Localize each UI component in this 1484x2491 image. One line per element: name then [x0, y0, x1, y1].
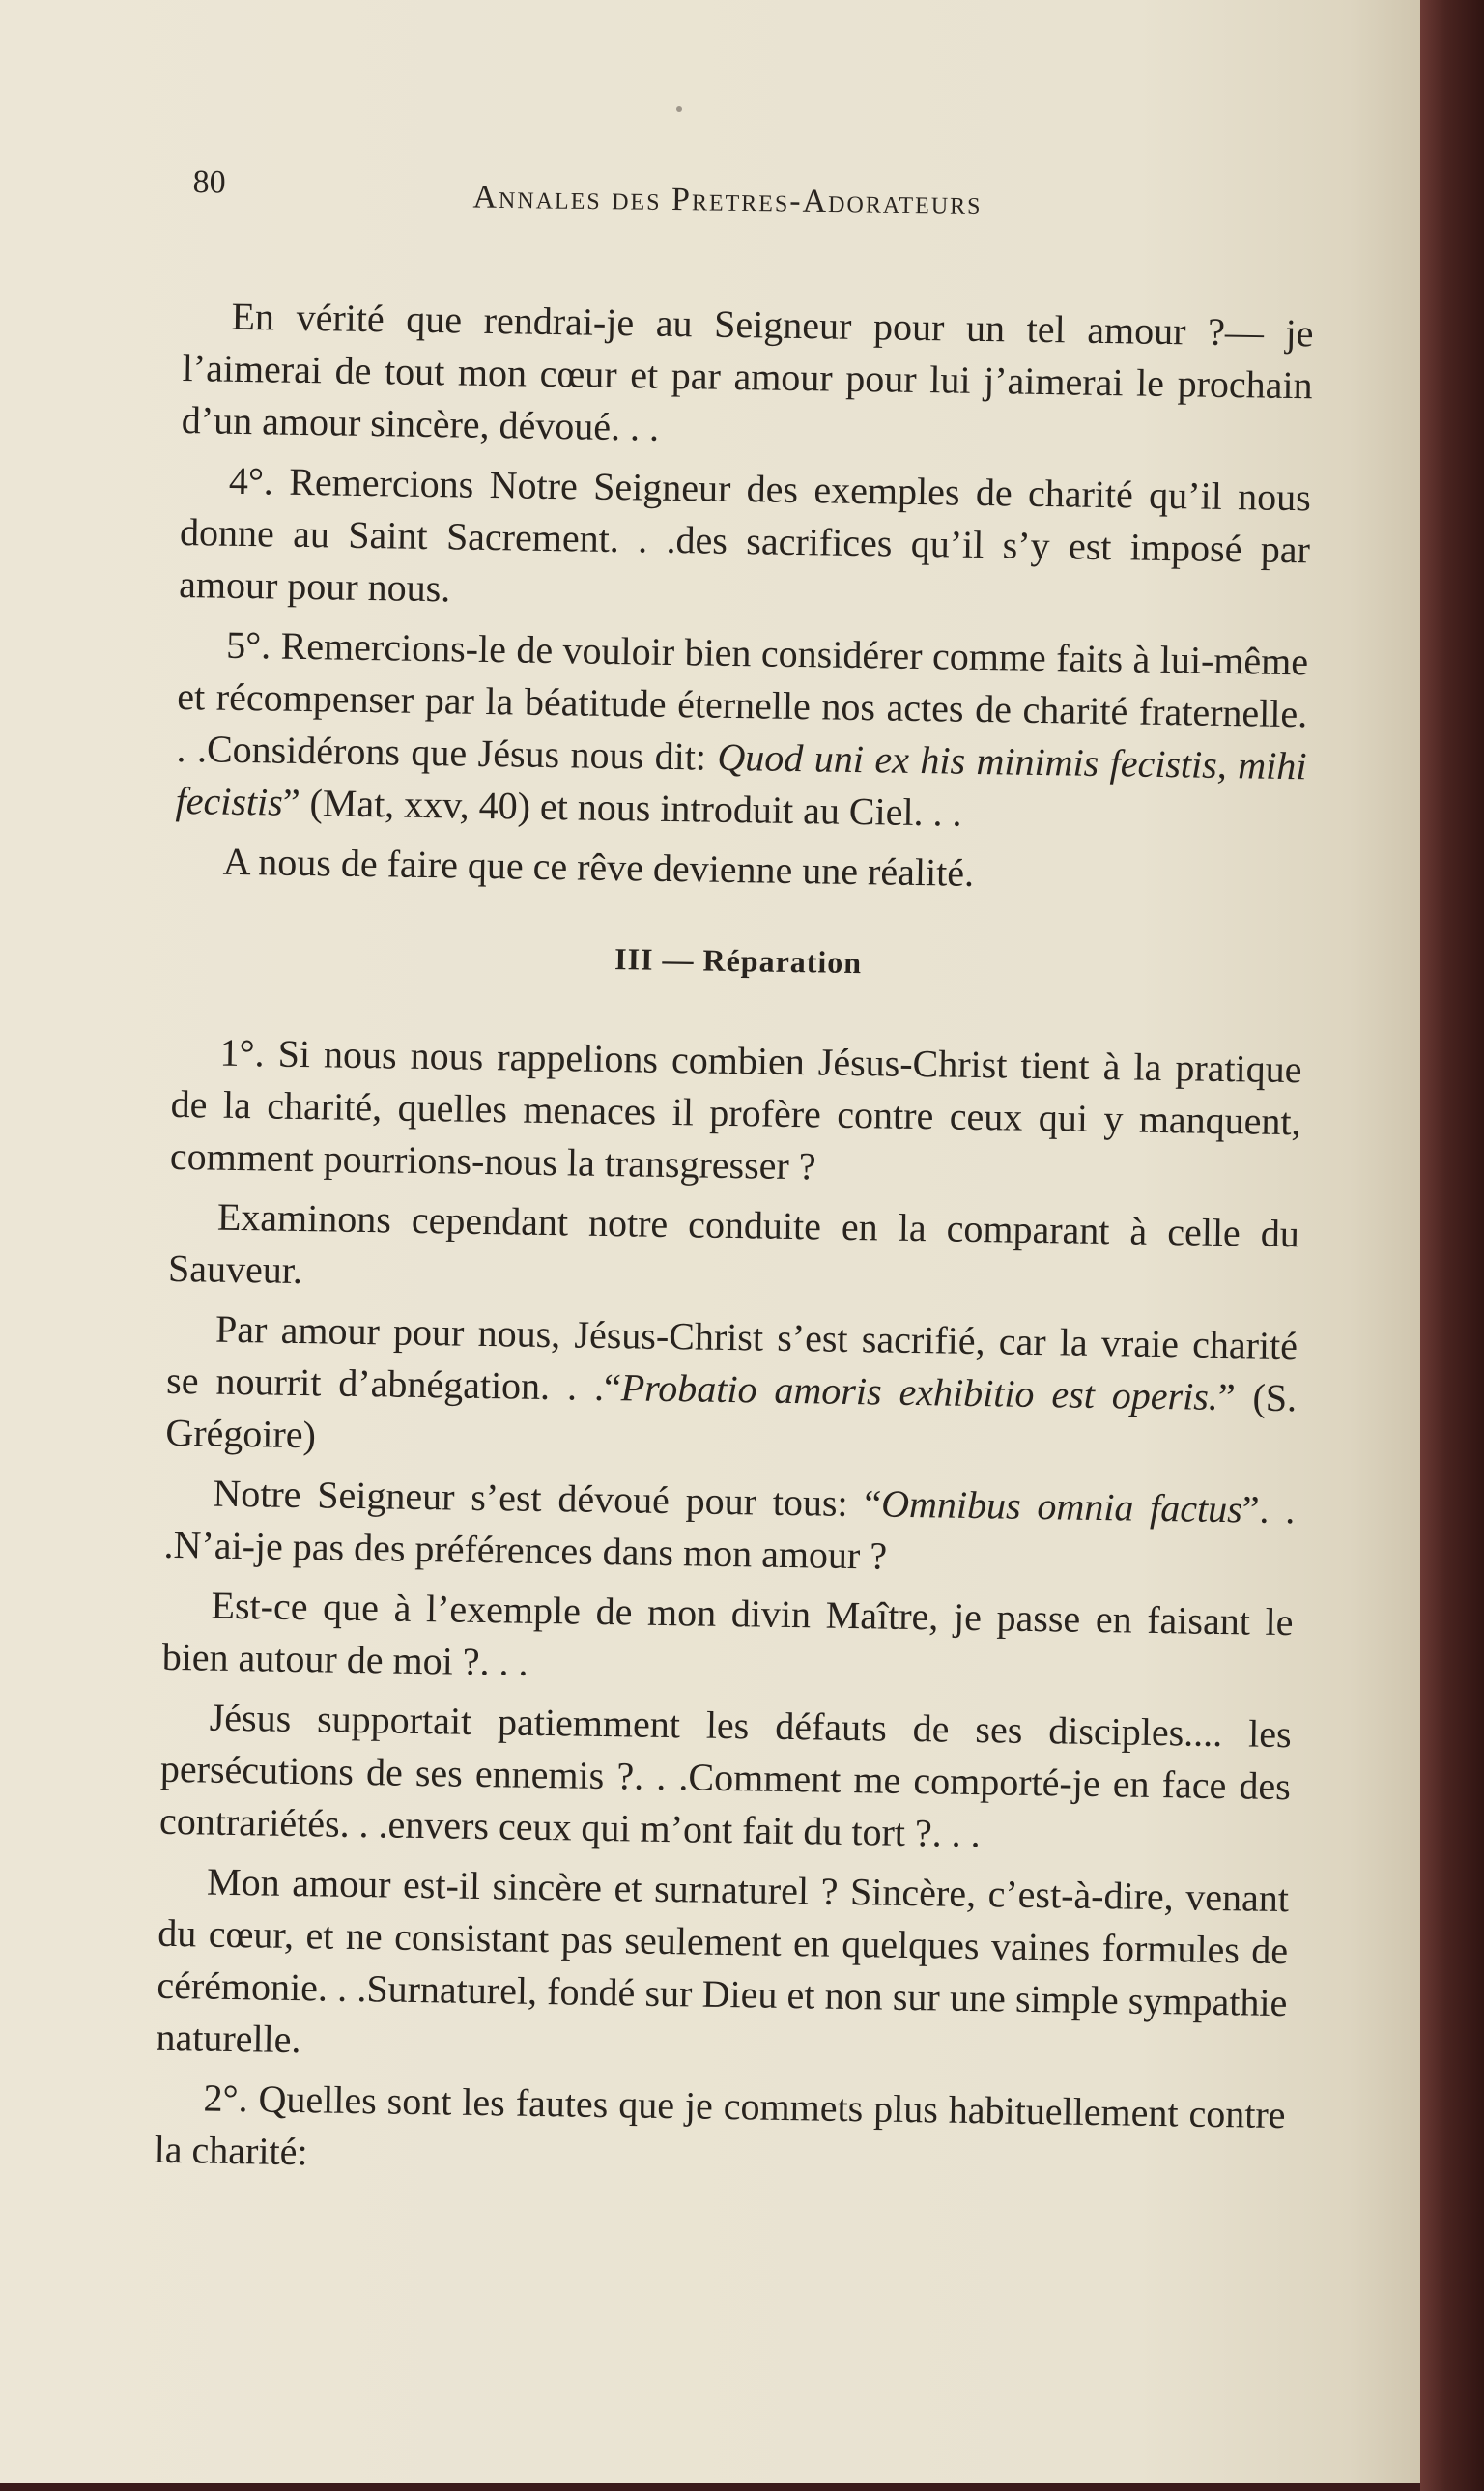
- running-title: Annales des Pretres-Adorateurs: [472, 179, 983, 221]
- latin-quote: Probatio amoris exhibitio est operis.: [620, 1365, 1219, 1418]
- paragraph: Mon amour est-il sincère et surnaturel ? Sincère, c’est-à-dire, venant du cœur, et ne consistant pas seulement en quelques vaines formules de cérémonie. . .Surnaturel, fondé sur Dieu et non sur une simple sympathie naturelle.: [156, 1859, 1290, 2062]
- paragraph: Est-ce que à l’exemple de mon divin Maître, je passe en faisant le bien autour de moi ?. . .: [161, 1583, 1294, 1684]
- page-body: [154, 290, 1314, 2201]
- paragraph: [163, 1467, 1296, 1589]
- paragraph: 4°. Remercions Notre Seigneur des exemples de charité qu’il nous donne au Saint Sacrement. . .des sacrifices qu’il s’y est imposé par amour pour nous.: [178, 458, 1312, 611]
- ink-speck: [676, 106, 682, 112]
- paragraph: Examinons cependant notre conduite en la comparant à celle du Sauveur.: [167, 1194, 1300, 1293]
- running-head: [192, 157, 1314, 228]
- paragraph-text: Par amour pour nous, Jésus-Christ s’est sacrifié, car la vraie charité se nourrit d’abnégation. . .“: [165, 1306, 1298, 1410]
- paragraph: 1°. Si nous nous rappelions combien Jésus-Christ tient à la pratique de la charité, quelles menaces il profère contre ceux qui y manquent, comment pourrions-nous la transgresser ?: [169, 1030, 1302, 1188]
- paragraph-text: 5°. Remercions-le de vouloir bien considérer comme faits à lui-même et récompenser par la béatitude éternelle nos actes de charité fraternelle. . .Considérons que Jésus nous dit:: [176, 622, 1309, 779]
- latin-quote: Quod uni ex his minimis fecistis, mihi fecistis: [175, 734, 1307, 824]
- paragraph-text: ”. . .N’ai-je pas des préférences dans mon amour ?: [163, 1487, 1296, 1578]
- latin-quote: Omnibus omnia factus: [880, 1481, 1243, 1532]
- paragraph-text: ” (Mat, xxv, 40) et nous introduit au Ciel. . .: [282, 780, 962, 835]
- paragraph: [165, 1303, 1298, 1476]
- paragraph-text: ” (S. Grégoire): [165, 1374, 1298, 1457]
- book-cover-edge: [1420, 0, 1484, 2491]
- section-heading: III — Réparation: [614, 941, 863, 981]
- paragraph: En vérité que rendrai-je au Seigneur pour un tel amour ?— je l’aimerai de tout mon cœur et par amour pour lui j’aimerai le prochain d’un amour sincère, dévoué. . .: [181, 294, 1314, 449]
- paragraph: 2°. Quelles sont les fautes que je commets plus habituellement contre la charité:: [154, 2076, 1286, 2174]
- paragraph: A nous de faire que ce rêve devienne une réalité.: [222, 839, 975, 895]
- paragraph-text: Notre Seigneur s’est dévoué pour tous: “: [213, 1471, 882, 1526]
- page-number: 80: [192, 163, 226, 201]
- paragraph: [175, 618, 1308, 845]
- paragraph: Jésus supportait patiemment les défauts de ses disciples.... les persécutions de ses ennemis ?. . .Comment me comporté-je en face des contrariétés. . .envers ceux qui m’ont fait du tort ?. . .: [158, 1695, 1293, 1856]
